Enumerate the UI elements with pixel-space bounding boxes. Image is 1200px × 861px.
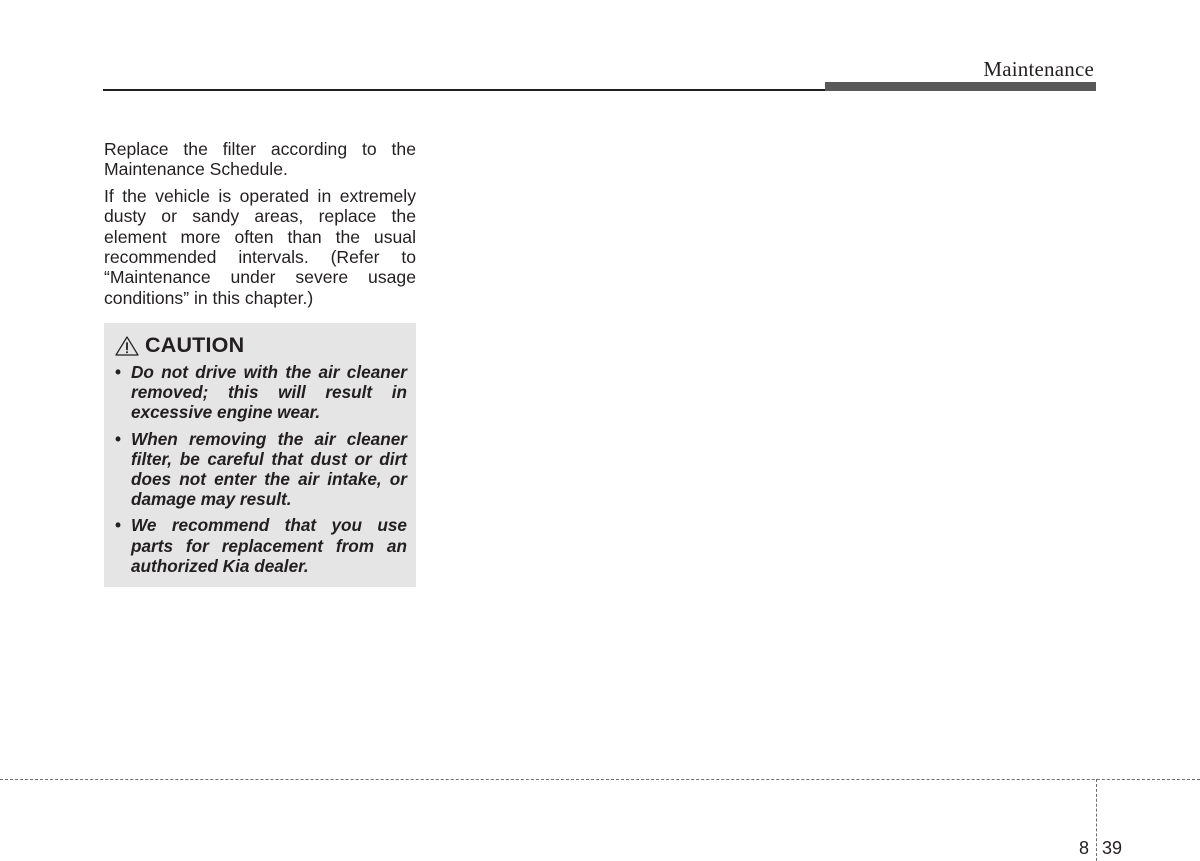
section-title: Maintenance	[983, 57, 1094, 81]
caution-item-text: When removing the air cleaner filter, be careful that dust or dirt does not enter the air intake, or damage may result.	[131, 428, 407, 510]
warning-triangle-icon	[114, 335, 140, 357]
bullet-icon: •	[115, 362, 122, 382]
caution-item	[114, 429, 407, 510]
bullet-icon: •	[115, 428, 122, 449]
caution-box	[104, 323, 416, 587]
body-paragraph: If the vehicle is operated in extremely dusty or sandy areas, replace the element more often than the usual recommended intervals. (Refer to “Maintenance under severe usage conditions” in this chapter.)	[104, 185, 416, 308]
caution-item-text: Do not drive with the air cleaner removed; this will result in excessive engine wear.	[131, 362, 407, 423]
body-text-column	[104, 139, 416, 314]
caution-item	[114, 362, 407, 423]
caution-list	[114, 362, 407, 576]
caution-header	[114, 332, 407, 358]
header-rule-accent	[825, 82, 1096, 91]
caution-item	[114, 515, 407, 576]
body-paragraph: Replace the filter according to the Maintenance Schedule.	[104, 139, 416, 180]
footer-rule	[0, 779, 1200, 780]
chapter-number: 8	[1079, 838, 1090, 858]
bullet-icon: •	[115, 515, 122, 536]
caution-title: CAUTION	[145, 332, 245, 357]
header-rule	[103, 89, 825, 91]
page-number: 39	[1102, 838, 1123, 858]
caution-item-text: We recommend that you use parts for replacement from an authorized Kia dealer.	[131, 515, 407, 576]
footer-divider	[1096, 779, 1097, 861]
